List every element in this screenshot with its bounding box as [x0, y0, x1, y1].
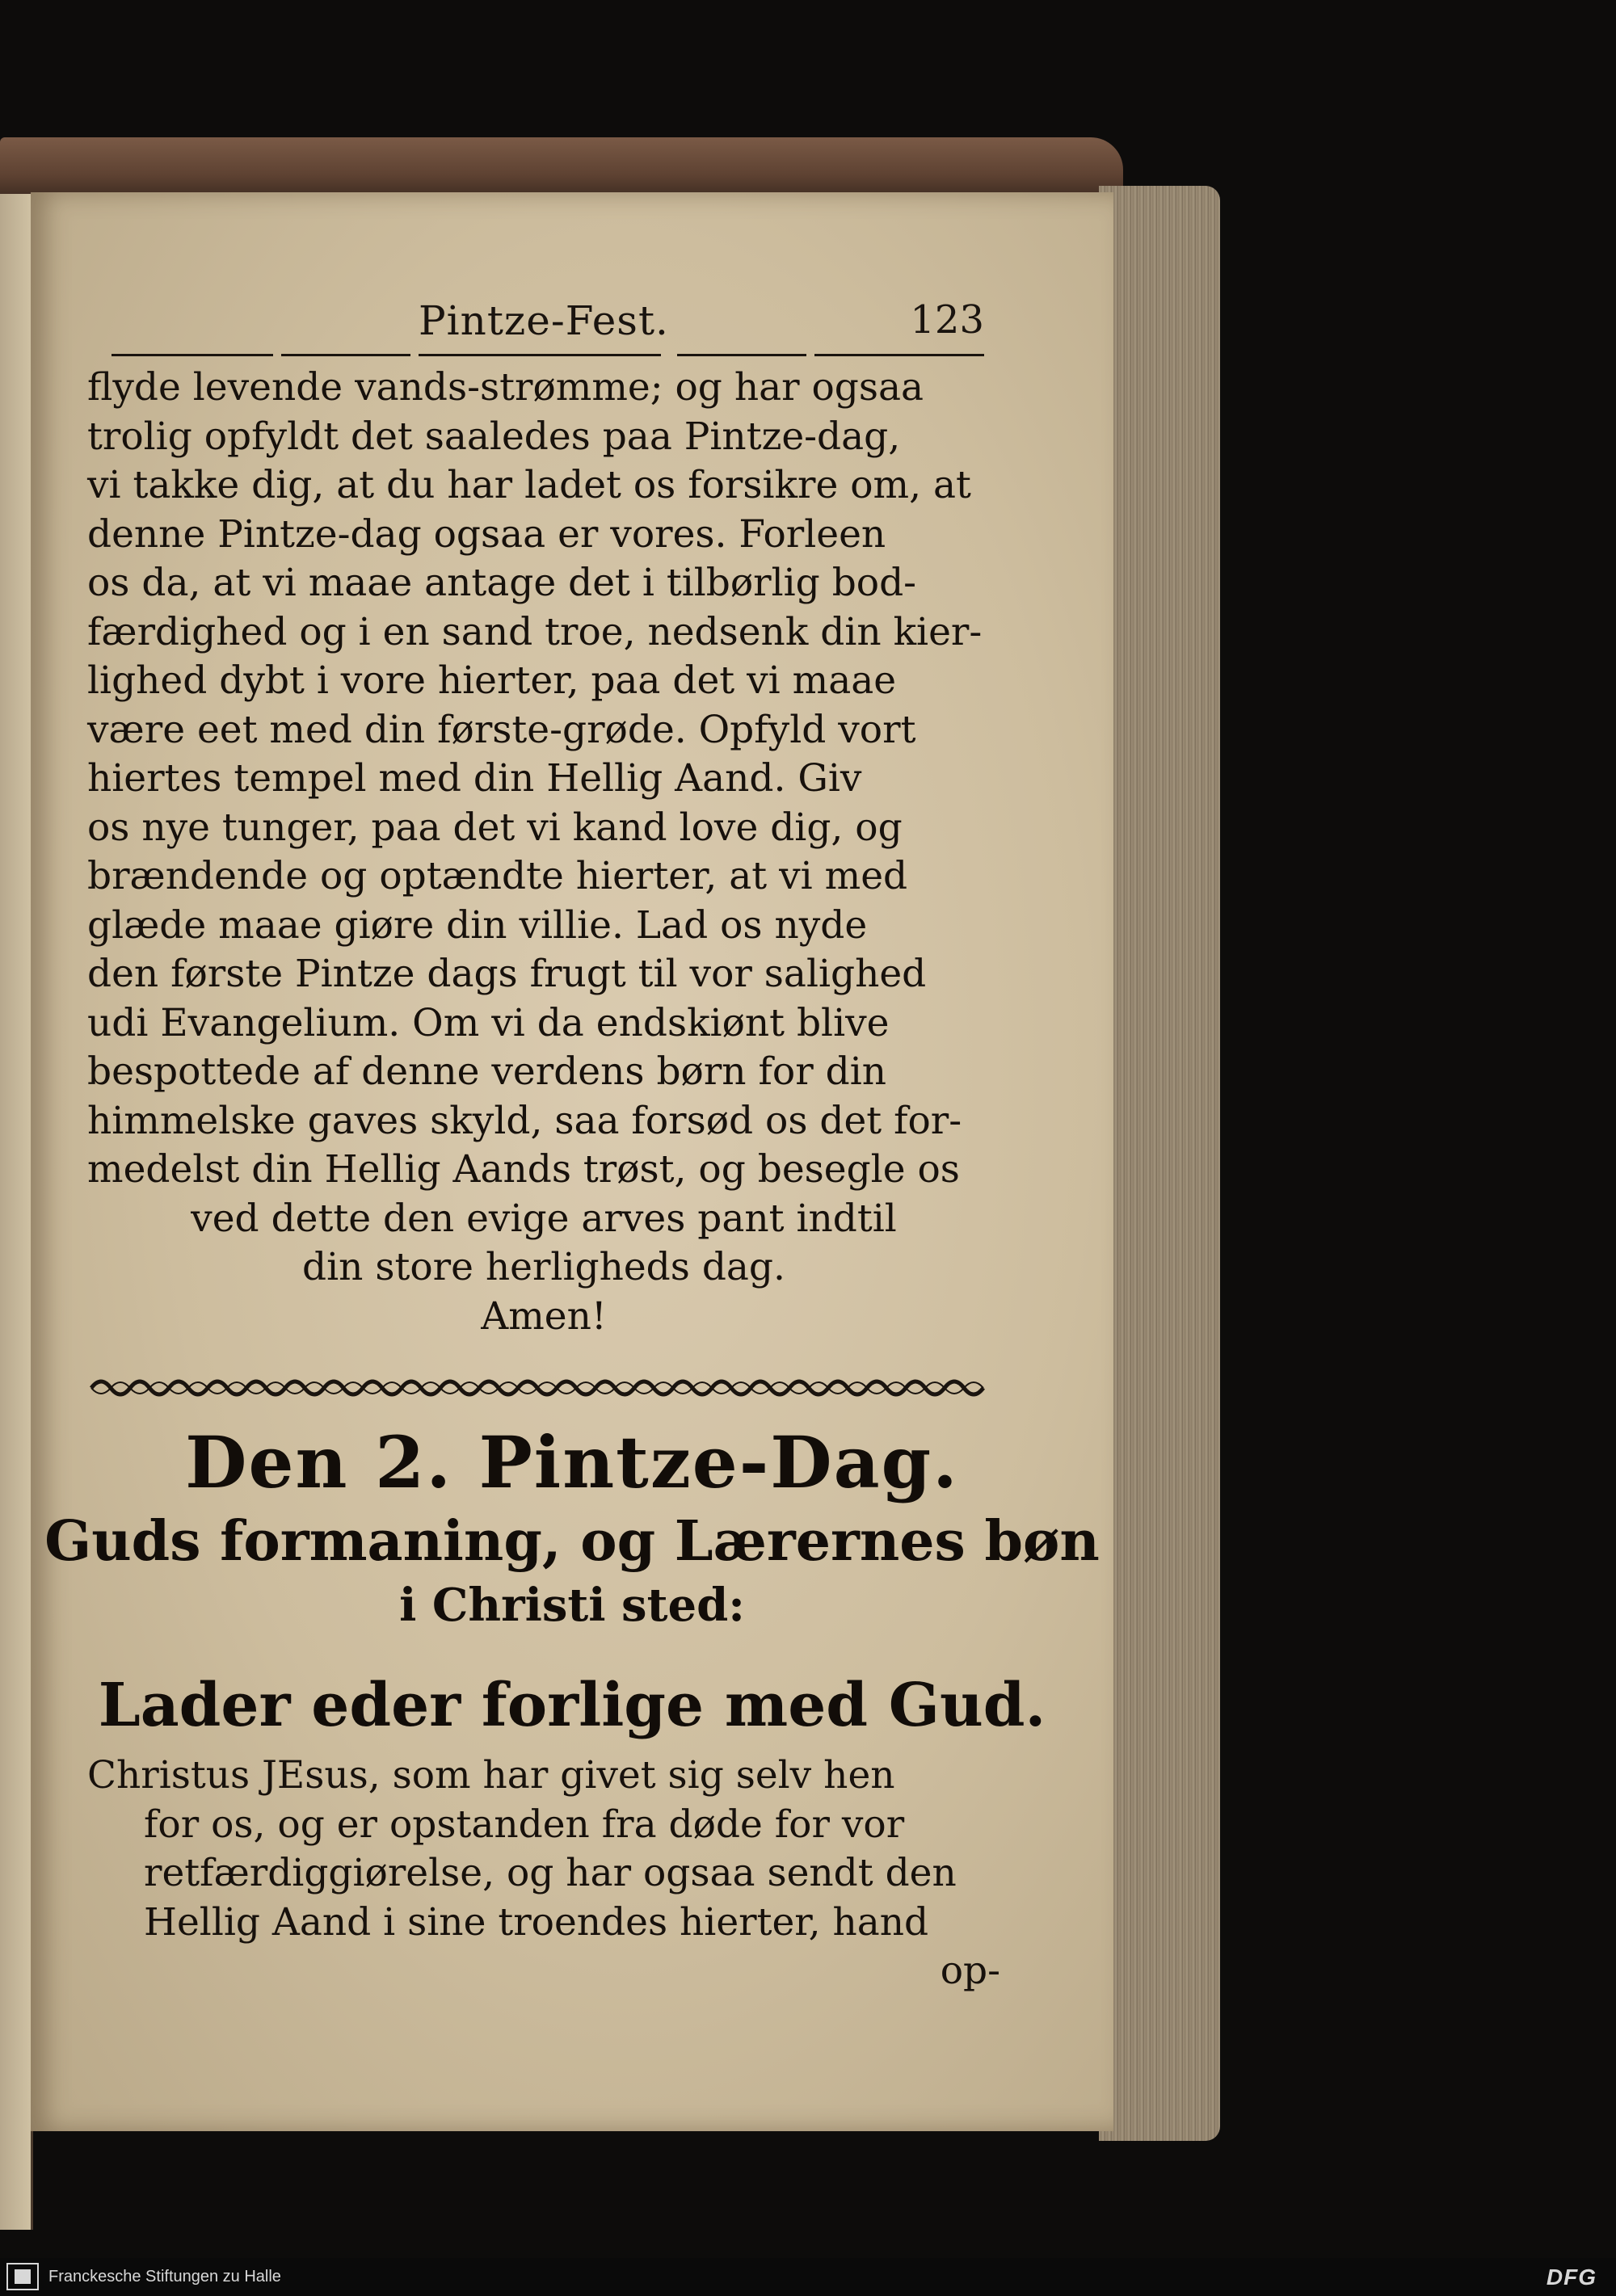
- right-page: [31, 192, 1113, 2131]
- text-line: lighed dybt i vore hierter, paa det vi maae: [87, 658, 897, 703]
- head-rule: [677, 354, 806, 356]
- text-line: bespottede af denne verdens børn for din: [87, 1049, 886, 1094]
- institution-logo-icon: [6, 2263, 39, 2290]
- page-edges: [1099, 186, 1220, 2141]
- text-line: himmelske gaves skyld, saa forsød os det for-: [87, 1098, 962, 1143]
- text-line: Christus JEsus, som har givet sig selv hen: [87, 1753, 895, 1798]
- section-subheading: Guds formaning, og Lærernes bøn: [44, 1509, 1100, 1574]
- text-line: hiertes tempel med din Hellig Aand. Giv: [87, 756, 862, 801]
- book-cover-top: [0, 137, 1123, 200]
- ornament-rule: [87, 1372, 1000, 1404]
- text-line: glæde maae giøre din villie. Lad os nyde: [87, 902, 868, 948]
- ornament-icon: [87, 1372, 1000, 1404]
- text-line: din store herligheds dag.: [302, 1245, 785, 1289]
- head-rule: [814, 354, 984, 356]
- text-line: flyde levende vands-strømme; og har ogsaa: [87, 365, 924, 410]
- body-text: [87, 364, 1000, 1341]
- section-heading: Den 2. Pintze-Dag.: [185, 1420, 959, 1504]
- text-line: os nye tunger, paa det vi kand love dig, og: [87, 805, 903, 850]
- text-line: for os, og er opstanden fra døde for vor: [144, 1802, 905, 1847]
- text-line: ved dette den evige arves pant indtil: [191, 1196, 897, 1241]
- text-line: være eet med din første-grøde. Opfyld vort: [87, 707, 916, 752]
- head-rule: [112, 354, 273, 356]
- text-line: færdighed og i en sand troe, nedsenk din kier-: [87, 609, 983, 654]
- head-rule: [281, 354, 410, 356]
- footer-bar: [0, 2258, 1616, 2296]
- catchword: op-: [940, 1949, 1000, 1993]
- running-title: Pintze-Fest.: [419, 297, 669, 344]
- text-line: vi takke dig, at du har ladet os forsikre om, at: [87, 463, 971, 507]
- dfg-logo: DFG: [1546, 2264, 1597, 2290]
- section-verse: Lader eder forlige med Gud.: [98, 1671, 1046, 1740]
- text-line: denne Pintze-dag ogsaa er vores. Forleen: [87, 511, 886, 557]
- text-line: brændende og optændte hierter, at vi med: [87, 854, 908, 898]
- left-page-edge: [0, 194, 33, 2230]
- text-line-amen: Amen!: [481, 1293, 607, 1339]
- text-line: trolig opfyldt det saaledes paa Pintze-dag,: [87, 414, 901, 459]
- footer-institution: Franckesche Stiftungen zu Halle: [48, 2268, 281, 2285]
- text-line: medelst din Hellig Aands trøst, og besegle os: [87, 1147, 960, 1192]
- text-line: os da, at vi maae antage det i tilbørlig bod-: [87, 561, 917, 605]
- head-rule: [419, 354, 661, 356]
- prayer-text: [87, 1751, 1000, 1996]
- text-line: Hellig Aand i sine troendes hierter, hand: [144, 1899, 929, 1945]
- page-number: 123: [910, 297, 984, 343]
- section-subheading-2: i Christi sted:: [399, 1579, 745, 1632]
- running-head: [112, 297, 984, 362]
- text-line: retfærdiggiørelse, og har ogsaa sendt den: [144, 1851, 957, 1895]
- text-line: den første Pintze dags frugt til vor salighed: [87, 952, 927, 996]
- text-line: udi Evangelium. Om vi da endskiønt blive: [87, 1000, 890, 1045]
